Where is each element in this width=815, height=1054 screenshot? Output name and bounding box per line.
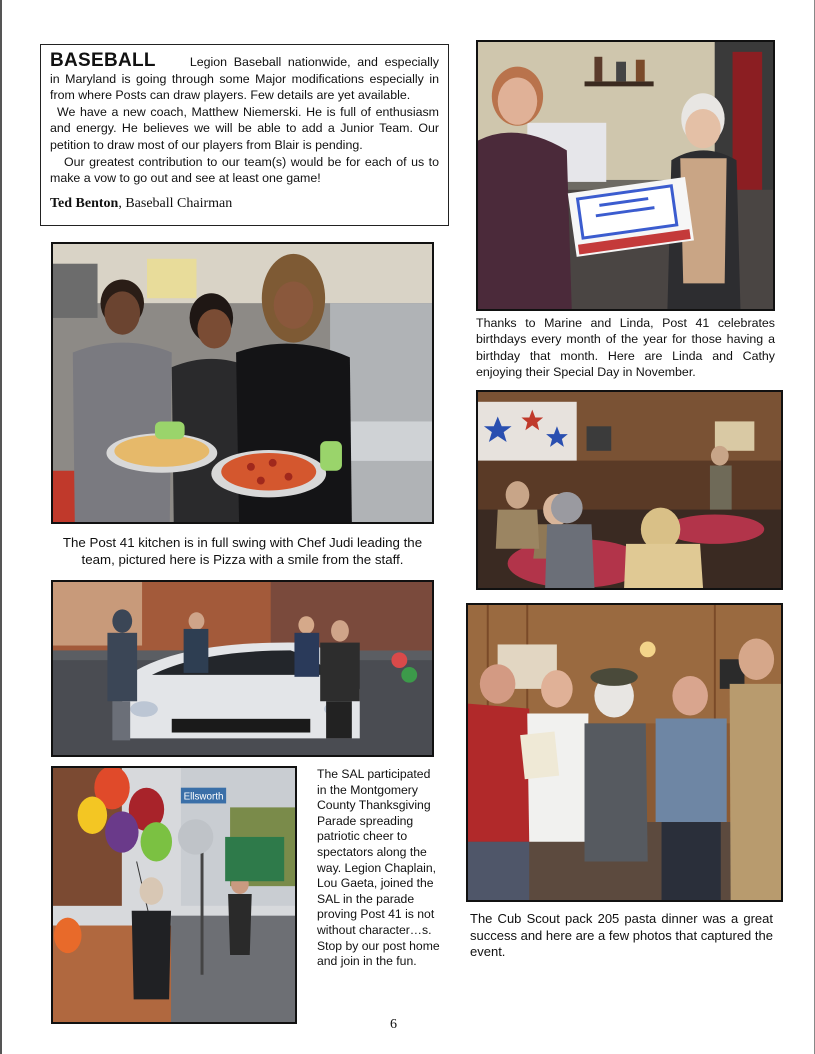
cub-scout-dinner-photo — [466, 603, 783, 902]
baseball-article-box — [40, 44, 449, 226]
signature-name: Ted Benton — [50, 195, 119, 211]
kitchen-pizza-photo — [51, 242, 434, 524]
page-edge-left — [0, 0, 2, 1054]
kitchen-caption: The Post 41 kitchen is in full swing with Chef Judi leading the team, pictured here is Pizza with a smile from the staff. — [62, 535, 423, 567]
baseball-paragraph-3: Our greatest contribution to our team(s) would be for each of us to make a vow to go out and see at least one game! — [50, 154, 439, 186]
cub-scout-caption: The Cub Scout pack 205 pasta dinner was a great success and here are a few photos that captured the event. — [470, 911, 773, 960]
parade-caption: The SAL participated in the Montgomery County Thanksgiving Parade spreading patriotic cheer to spectators along the way. Legion Chaplain, Lou Gaeta, joined the SAL in the parade proving Post 41 is not without character…s. Stop by our post home and join in the fun. — [317, 767, 440, 969]
birthday-caption: Thanks to Marine and Linda, Post 41 celebrates birthdays every month of the year for those having a birthday that month. Here are Linda and Cathy enjoying their Special Day in November. — [476, 316, 775, 380]
parade-balloons-photo — [51, 766, 297, 1024]
street-sign-text: Ellsworth — [183, 791, 224, 803]
dining-room-photo — [476, 390, 783, 590]
baseball-paragraph-1: Legion Baseball nationwide, and especially in Maryland is going through some Major modifications especially in from where Posts can draw players. Few details are yet available. — [50, 55, 439, 103]
birthday-cake-photo — [476, 40, 775, 311]
baseball-signature — [50, 196, 439, 213]
signature-title: , Baseball Chairman — [118, 195, 233, 211]
baseball-paragraph-2: We have a new coach, Matthew Niemerski. He is full of enthusiasm and energy. He believes we will be able to add a Junior Team. Our petition to draw most of our players from Blair is pending. — [50, 104, 439, 152]
baseball-heading: BASEBALL — [50, 50, 156, 71]
parade-car-photo — [51, 580, 434, 757]
page-number: 6 — [390, 1017, 397, 1032]
